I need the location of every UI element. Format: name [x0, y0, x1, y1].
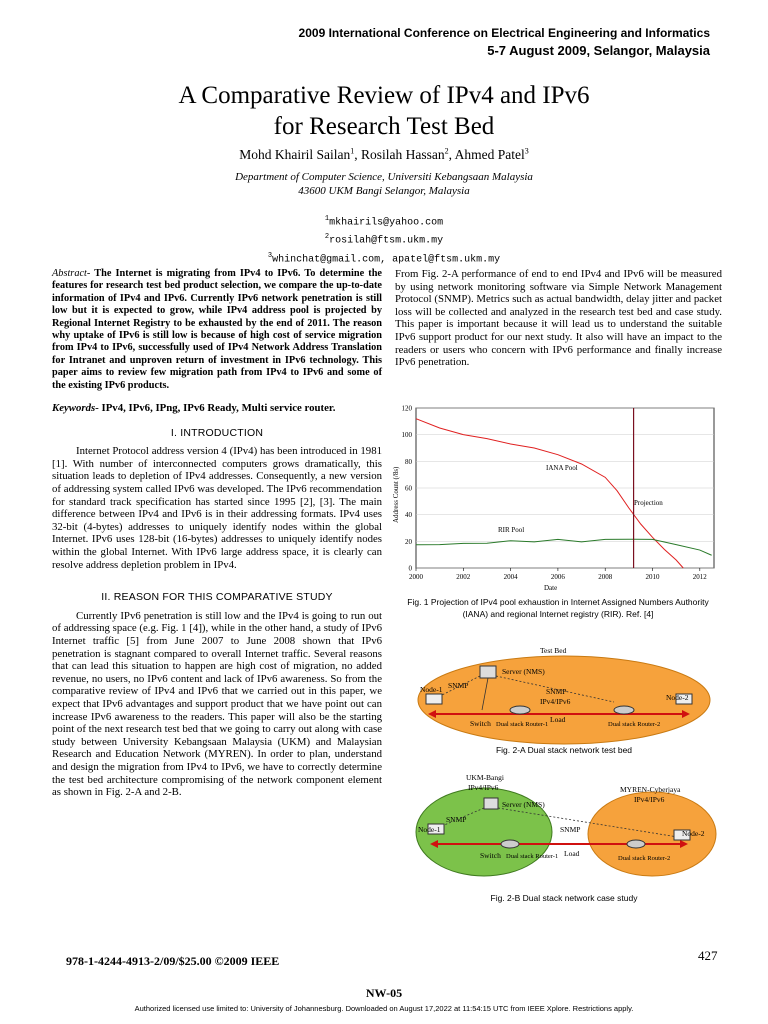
- ipv-label: IPv4/IPv6: [540, 697, 571, 706]
- author: Mohd Khairil Sailan$^1$,: [239, 146, 358, 162]
- node2-label: Node-2: [666, 693, 689, 702]
- y-tick-label: 80: [405, 457, 412, 466]
- keywords-label: Keywords-: [52, 402, 99, 415]
- projection-label: Projection: [634, 499, 663, 507]
- router2-icon: [627, 840, 645, 848]
- load-label: Load: [564, 849, 580, 858]
- snmp-right-label: SNMP: [546, 687, 567, 696]
- conference-name: 2009 International Conference on Electrical Engineering and Informatics: [298, 26, 710, 40]
- x-tick-label: 2002: [456, 573, 471, 581]
- email[interactable]: $^3$whinchat@gmail.com, apatel@ftsm.ukm.my: [267, 251, 501, 265]
- keywords: [52, 402, 382, 415]
- conference-header: [299, 24, 710, 60]
- x-tick-label: 2008: [598, 573, 613, 581]
- keywords-text: IPv4, IPv6, IPng, IPv6 Ready, Multi service router.: [98, 402, 336, 415]
- y-tick-label: 100: [401, 431, 412, 440]
- load-label: Load: [550, 715, 566, 724]
- node2-label: Node-2: [682, 829, 705, 838]
- site1-ip: IPv4/IPv6: [468, 783, 499, 792]
- x-tick-label: 2012: [692, 573, 707, 581]
- snmp-left-label: SNMP: [446, 815, 467, 824]
- fig2a-caption: Fig. 2-A Dual stack network test bed: [495, 745, 633, 755]
- right-paragraph: From Fig. 2-A performance of end to end IPv4 and IPv6 will be measured by using network monitoring software via Simple Network Management Protocol (SNMP). Metrics such as actual bandwidth, delay jitter and packet loss will be collected and analyzed in the research test bed and case study. This paper is important because it will lead us to understand the suitable IPv6 support product for our next study. It also will have an impact to the readers or users who concern with IPv6 performance and finally increase IPv6 penetration.: [395, 268, 722, 369]
- y-tick-label: 60: [405, 484, 412, 493]
- title-line-2: for Research Test Bed: [273, 113, 495, 140]
- fig2b-caption: Fig. 2-B Dual stack network case study: [490, 893, 638, 903]
- author: Rosilah Hassan$^2$,: [360, 146, 452, 162]
- router2-label: Dual stack Router-2: [618, 855, 671, 862]
- node1-label: Node-1: [418, 825, 441, 834]
- paper-title: [60, 80, 708, 142]
- reason-text: Currently IPv6 penetration is still low and the IPv4 is going to run out of addressing space (e.g. Fig. 1 [4]), while in the other hand, a study of IPv6 Internet traffic [5] from June 2007 to June 2008 shown that IPv6 penetration is stagnant compared to overall Internet traffic. Several reasons that can lead this situation to happen are high cost of migration, no added revenue, no users, no IPv6 content and lack of IPv6 awareness. So from the comparative review of IPv4 and IPv6 that we carried out in this paper, we expect that IPv6 advantages and support product that we have point out can increase IPv6 awareness to the readers. This paper will also be the starting point of the next research test bed that we going to carry out along with case study between University Kebangsaan Malaysia (UKM) and Malaysian Research and Education Network (MYREN). In order to plan, understand and design the migration from IPv4 to IPv6, we have to correctly determine the test bed architecture compromising of the network component element as shown in Fig. 2-A and 2-B.: [52, 609, 382, 799]
- node1-label: Node-1: [420, 685, 443, 694]
- y-tick-label: 0: [408, 564, 412, 573]
- abstract: [52, 268, 382, 392]
- title-line-1: A Comparative Review of IPv4 and IPv6: [178, 82, 590, 109]
- section-heading-introduction: I. INTRODUCTION: [170, 426, 264, 439]
- server-label: Server (NMS): [502, 667, 545, 676]
- switch-label: Switch: [470, 719, 491, 728]
- author: Ahmed Patel$^3$: [454, 146, 529, 162]
- x-axis-label: Date: [544, 584, 558, 592]
- site1-name: UKM-Bangi: [466, 773, 504, 782]
- router1-icon: [501, 840, 519, 848]
- y-tick-label: 120: [401, 404, 412, 413]
- license-notice: Authorized licensed use limited to: University of Johannesburg. Downloaded on August 17,2022 at 11:54:15 UTC from IEEE Xplore. Restrictions apply.: [134, 1004, 634, 1013]
- snmp-left-label: SNMP: [448, 681, 469, 690]
- router1-icon: [510, 706, 530, 714]
- x-tick-label: 2006: [550, 573, 565, 581]
- abstract-text: The Internet is migrating from IPv4 to IPv6. To determine the features for research test bed product selection, we compare the up-to-date information of IPv4 and IPv6. Currently IPv6 network penetration is still low but it is expected to grow, while IPv4 address pool is projected by Regional Internet Registry to be exhausted by the end of 2011. The reason why uptake of IPv6 is still low is because of high cost of service migration from IPv4 to IPv6, successfully used of IPv4 Network Address Translation for Intranet and unproven return of investment in IPv6 technology. This paper aims to review few migration path from IPv4 to IPv6 and some of the existing IPv6 products.: [52, 268, 382, 391]
- introduction-text: Internet Protocol address version 4 (IPv4) has been introduced in 1981 [1]. With number of interconnected computers grows dramatically, this situation leads to depletion of IPv4 addresses. Consequently, a new version of addressing system called IPv6 was developed. The IPv6 recommendation for standard track specification has started since 1995 [2], [3]. The main difference between IPv4 and IPv6 is in their addressing formats. IPv4 uses 32-bit (4-bytes) addresses to uniquely identify nodes within the global Internet. IPv6 uses 128-bit (16-bytes) addresses to uniquely identify nodes within the global Internet. With IPv6 large address space, it is clearly can resolve address depletion problem in IPv4.: [52, 445, 382, 571]
- conference-date: 5-7 August 2009, Selangor, Malaysia: [487, 43, 710, 58]
- x-tick-label: 2000: [409, 573, 423, 581]
- fig2a-title: Test Bed: [540, 646, 567, 655]
- site2-ip: IPv4/IPv6: [634, 795, 665, 804]
- email[interactable]: $^2$rosilah@ftsm.ukm.my: [324, 233, 444, 247]
- right-column-text: [395, 268, 722, 369]
- y-tick-label: 20: [405, 537, 412, 546]
- series-label-rir: RIR Pool: [498, 526, 525, 534]
- server-label: Server (NMS): [502, 800, 545, 809]
- series-line-iana: [416, 419, 683, 568]
- section-heading-reason: II. REASON FOR THIS COMPARATIVE STUDY: [101, 591, 333, 604]
- router2-icon: [614, 706, 634, 714]
- affiliation-address: 43600 UKM Bangi Selangor, Malaysia: [298, 185, 470, 197]
- section-code: NW-05: [365, 986, 403, 1000]
- affiliation-dept: Department of Computer Science, Universiti Kebangsaan Malaysia: [235, 171, 533, 183]
- author-list: [60, 146, 708, 163]
- switch-label: Switch: [480, 851, 501, 860]
- email-list: [60, 212, 708, 267]
- node1-icon: [426, 694, 442, 704]
- series-line-rir: [416, 539, 712, 555]
- router2-label: Dual stack Router-2: [608, 721, 661, 728]
- y-axis-label: Address Count (/8s): [392, 466, 400, 523]
- left-column: [52, 268, 382, 799]
- page-number: 427: [698, 948, 718, 963]
- server-icon: [484, 798, 498, 809]
- email[interactable]: $^1$mkhairils@yahoo.com: [324, 215, 444, 229]
- router1-label: Dual stack Router-1: [506, 853, 559, 860]
- affiliation: [60, 170, 708, 198]
- x-tick-label: 2010: [645, 573, 660, 581]
- abstract-label: Abstract-: [52, 268, 91, 279]
- fig1-caption: Fig. 1 Projection of IPv4 pool exhaustion in Internet Assigned Numbers Authority (IANA) and regional Internet registry (RIR). Ref. [4]: [407, 597, 709, 619]
- y-tick-label: 40: [405, 511, 412, 520]
- router1-label: Dual stack Router-1: [496, 721, 549, 728]
- site2-name: MYREN-Cyberjaya: [620, 785, 681, 794]
- server-icon: [480, 666, 496, 678]
- fig2b-diagram: [414, 770, 720, 890]
- series-label-iana: IANA Pool: [546, 464, 578, 472]
- ipv4-exhaustion-chart: [388, 398, 724, 594]
- snmp-mid-label: SNMP: [560, 825, 581, 834]
- x-tick-label: 2004: [503, 573, 518, 581]
- isbn-line: 978-1-4244-4913-2/09/$25.00 ©2009 IEEE: [66, 954, 280, 968]
